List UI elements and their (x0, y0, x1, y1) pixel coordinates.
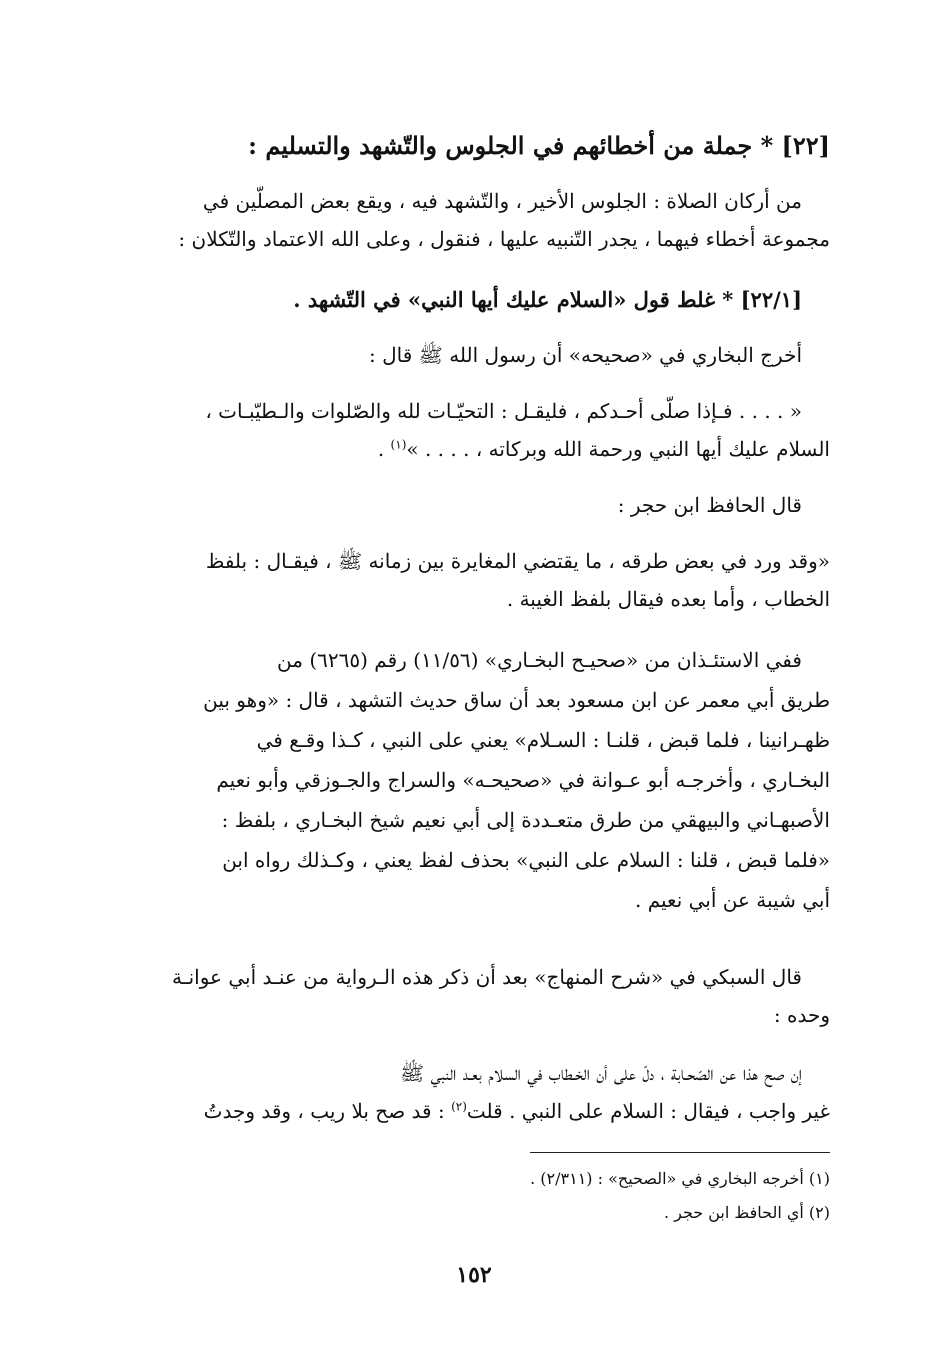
bukhari-intro-text: أخرج البخاري في «صحيحه» أن رسول الله ﷺ قال : (369, 343, 802, 367)
final-line: إن صح هذا عن الصّحـابة ، دلّ على أن الخـطاب في السلام بعـد النبي ﷺ (400, 1061, 802, 1085)
footnote-mark-1: (١) (390, 437, 407, 452)
ibn-hajar-quote-line: «وقد ورد في بعض طرقه ، ما يقتضي المغايرة بين زمانه ﷺ ، فيقـال : بلفظ (205, 549, 830, 573)
section-heading (118, 122, 830, 170)
footnotes (118, 1162, 830, 1230)
final-paragraph (118, 1054, 830, 1130)
isti-dhan-line: ففي الاستئـذان من «صحيـح البخـاري» (١١/٥٦) رقم (٦٢٦٥) من (277, 648, 802, 672)
hadith-quote (118, 392, 830, 468)
footnote-mark-2: (٢) (451, 1099, 467, 1114)
subki-line: وحده : (773, 1003, 830, 1027)
hadith-line: « . . . . فـإذا صلّى أحـدكم ، فليقـل : التحيّـات لله والصّلوات والـطيّبـات ، (205, 399, 802, 423)
intro-line: من أركان الصلاة : الجلوس الأخير ، والتّشهد فيه ، ويقع بعض المصلّين في (202, 189, 802, 213)
hadith-line-end: . (377, 437, 391, 461)
intro-line: مجموعة أخطاء فيهما ، يجدر التّنبيه عليها ، فنقول ، وعلى الله الاعتماد والتّكلان : (178, 227, 830, 251)
final-line-text: غير واجب ، فيقال : السلام على النبي . قلت (466, 1099, 830, 1123)
isti-dhan-line: ظهـرانينا ، فلما قبض ، قلنـا : السـلام» يعني على النبي ، كـذا وقـع في (256, 728, 830, 752)
ibn-hajar-quote (118, 542, 830, 618)
isti-dhan-line: «فلما قبض ، قلنا : السلام على النبي» بحذف لفظ يعني ، وكـذلك رواه ابن (222, 848, 830, 872)
intro-paragraph (118, 182, 830, 258)
isti-dhan-line: أبي شيبة عن أبي نعيم . (635, 888, 830, 912)
final-line-with-footnote (118, 1092, 830, 1130)
hadith-line-with-footnote (118, 430, 830, 468)
bukhari-intro (118, 336, 830, 374)
ibn-hajar-intro-text: قال الحافظ ابن حجر : (617, 493, 802, 517)
isti-dhan-line: الأصبهـاني والبيهقي من طرق متعـددة إلى أبي نعيم شيخ البخـاري ، بلفظ : (221, 808, 830, 832)
isti-dhan-line: البخـاري ، وأخرجـه أبو عـوانة في «صحيحـه» والسراج والجـوزقي وأبو نعيم (216, 768, 830, 792)
page-number: ١٥٢ (456, 1262, 492, 1288)
hadith-line-text: السلام عليك أيها النبي ورحمة الله وبركاته ، . . . . » (406, 437, 830, 461)
ibn-hajar-quote-line: الخطاب ، وأما بعده فيقال بلفظ الغيبة . (506, 587, 830, 611)
isti-dhan-paragraph (118, 640, 830, 920)
final-line-end: : قد صح بلا ريب ، وقد وجدتُ (203, 1099, 452, 1123)
subki-paragraph (118, 958, 830, 1034)
heading-text: [٢٢] * جملة من أخطائهم في الجلوس والتّشهد والتسليم : (248, 131, 830, 160)
footnote-1: (١) أخرجه البخاري في «الصحيح» : (٢/٣١١) . (530, 1169, 830, 1188)
ibn-hajar-intro (118, 486, 830, 524)
footnote-divider (530, 1152, 830, 1153)
footnote-2: (٢) أي الحافظ ابن حجر . (663, 1203, 830, 1222)
subheading-text: [٢٢/١] * غلط قول «السلام عليك أيها النبي» في التّشهد . (293, 287, 802, 312)
subsection-heading (118, 280, 830, 320)
subki-line: قال السبكي في «شرح المنهاج» بعد أن ذكر هذه الـرواية من عنـد أبي عوانـة (172, 965, 802, 989)
isti-dhan-line: طريق أبي معمر عن ابن مسعود بعد أن ساق حديث التشهد ، قال : «وهو بين (203, 688, 830, 712)
